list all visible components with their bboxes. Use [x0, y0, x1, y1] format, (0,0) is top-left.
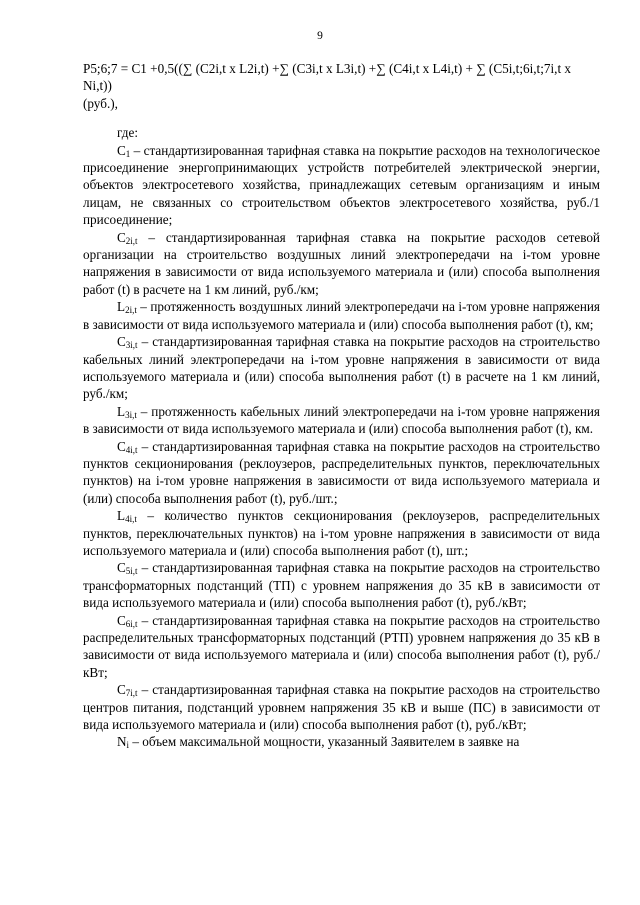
definition-text: – стандартизированная тарифная ставка на покрытие расходов на строительство центров питания, подстанций уровнем напряжения 35 кВ и выше (ПС) в зависимости от вида используемого материала и (или) способа выполнения работ (t), руб./кВт; — [83, 682, 600, 733]
formula-line-2: (руб.), — [83, 95, 118, 111]
definition-c1 — [83, 142, 600, 229]
formula-line-1: P5;6;7 = C1 +0,5((∑ (C2i,t x L2i,t) +∑ (C3i,t x L3i,t) +∑ (C4i,t x L4i,t) + ∑ (C5i,t;6i,t;7i,t x Ni,t)) — [83, 61, 571, 94]
definition-text: – протяженность воздушных линий электропередачи на i-том уровне напряжения в зависимости от вида используемого материала и (или) способа выполнения работ (t), км; — [83, 299, 600, 332]
definition-symbol: $C_1$ — [117, 142, 131, 159]
definition-c6 — [83, 612, 600, 682]
definition-c5 — [83, 559, 600, 611]
definition-l2 — [83, 298, 600, 333]
tariff-formula — [83, 60, 600, 112]
definition-text: – объем максимальной мощности, указанный Заявителем в заявке на — [129, 734, 520, 750]
definition-text: – стандартизированная тарифная ставка на покрытие расходов на строительство распределительных трансформаторных подстанций (РТП) уровнем напряжения до 35 кВ в зависимости от вида используемого материала и (или) способа выполнения работ (t), руб./кВт; — [83, 612, 600, 680]
definition-text: – количество пунктов секционирования (реклоузеров, распределительных пунктов, переключательных пунктов) на i-том уровне напряжения в зависимости от вида используемого материала и (или) способа выполнения работ (t), шт.; — [83, 508, 600, 558]
definition-c7 — [83, 681, 600, 733]
definition-l4 — [83, 507, 600, 559]
definition-symbol: $L_{4i,t}$ — [117, 508, 137, 525]
definition-symbol: $C_{4i,t}$ — [117, 438, 138, 455]
definition-text: – стандартизированная тарифная ставка на покрытие расходов на строительство трансформаторных подстанций (ТП) с уровнем напряжения до 35 кВ в зависимости от вида используемого материала и (или) способа выполнения работ (t), руб./кВт; — [83, 560, 600, 611]
definition-symbol: $C_{6i,t}$ — [117, 612, 138, 629]
definition-text: – стандартизированная тарифная ставка на покрытие расходов на строительство кабельных линий электропередачи на i-том уровне напряжения в зависимости от вида используемого материала и (или) способа выполнения работ (t) в расчете на 1 км линий, руб./км; — [83, 334, 600, 402]
definition-text: – стандартизированная тарифная ставка на покрытие расходов сетевой организации на строительство воздушных линий электропередачи на i-том уровне напряжения в зависимости от вида используемого материала и (или) способа выполнения работ (t) в расчете на 1 км линий, руб./км; — [83, 229, 600, 297]
definition-text: – стандартизированная тарифная ставка на покрытие расходов на технологическое присоединение энергопринимающих устройств потребителей электрической энергии, объектов электросетевого хозяйства, принадлежащих сетевым организациям и иным лицам, не связанных со строительством объектов электросетевого хозяйства, руб./1 присоединение; — [83, 142, 600, 228]
definition-symbol: $C_{7i,t}$ — [117, 682, 138, 699]
where-label: где: — [117, 125, 138, 141]
definition-symbol: $C_{3i,t}$ — [117, 334, 138, 351]
definition-symbol: $N_i$ — [117, 734, 130, 751]
definition-l3 — [83, 403, 600, 438]
definition-symbol: $C_{2i,t}$ — [117, 229, 138, 246]
definition-c2 — [83, 229, 600, 299]
definition-symbol: $L_{2i,t}$ — [117, 299, 137, 316]
definition-c3 — [83, 333, 600, 403]
definition-symbol: $L_{3i,t}$ — [117, 403, 137, 420]
page-number: 9 — [317, 30, 323, 42]
definition-symbol: $C_{5i,t}$ — [117, 560, 138, 577]
definition-text: – стандартизированная тарифная ставка на покрытие расходов на строительство пунктов секционирования (реклоузеров, распределительных пунктов, переключательных пунктов) на i-том уровне напряжения в зависимости от вида используемого материала и (или) способа выполнения работ (t), руб./шт.; — [83, 438, 600, 506]
document-body — [83, 60, 600, 751]
definition-n — [83, 733, 600, 750]
definition-c4 — [83, 438, 600, 508]
definition-text: – протяженность кабельных линий электропередачи на i-том уровне напряжения в зависимости от вида используемого материала и (или) способа выполнения работ (t), км. — [83, 403, 600, 437]
